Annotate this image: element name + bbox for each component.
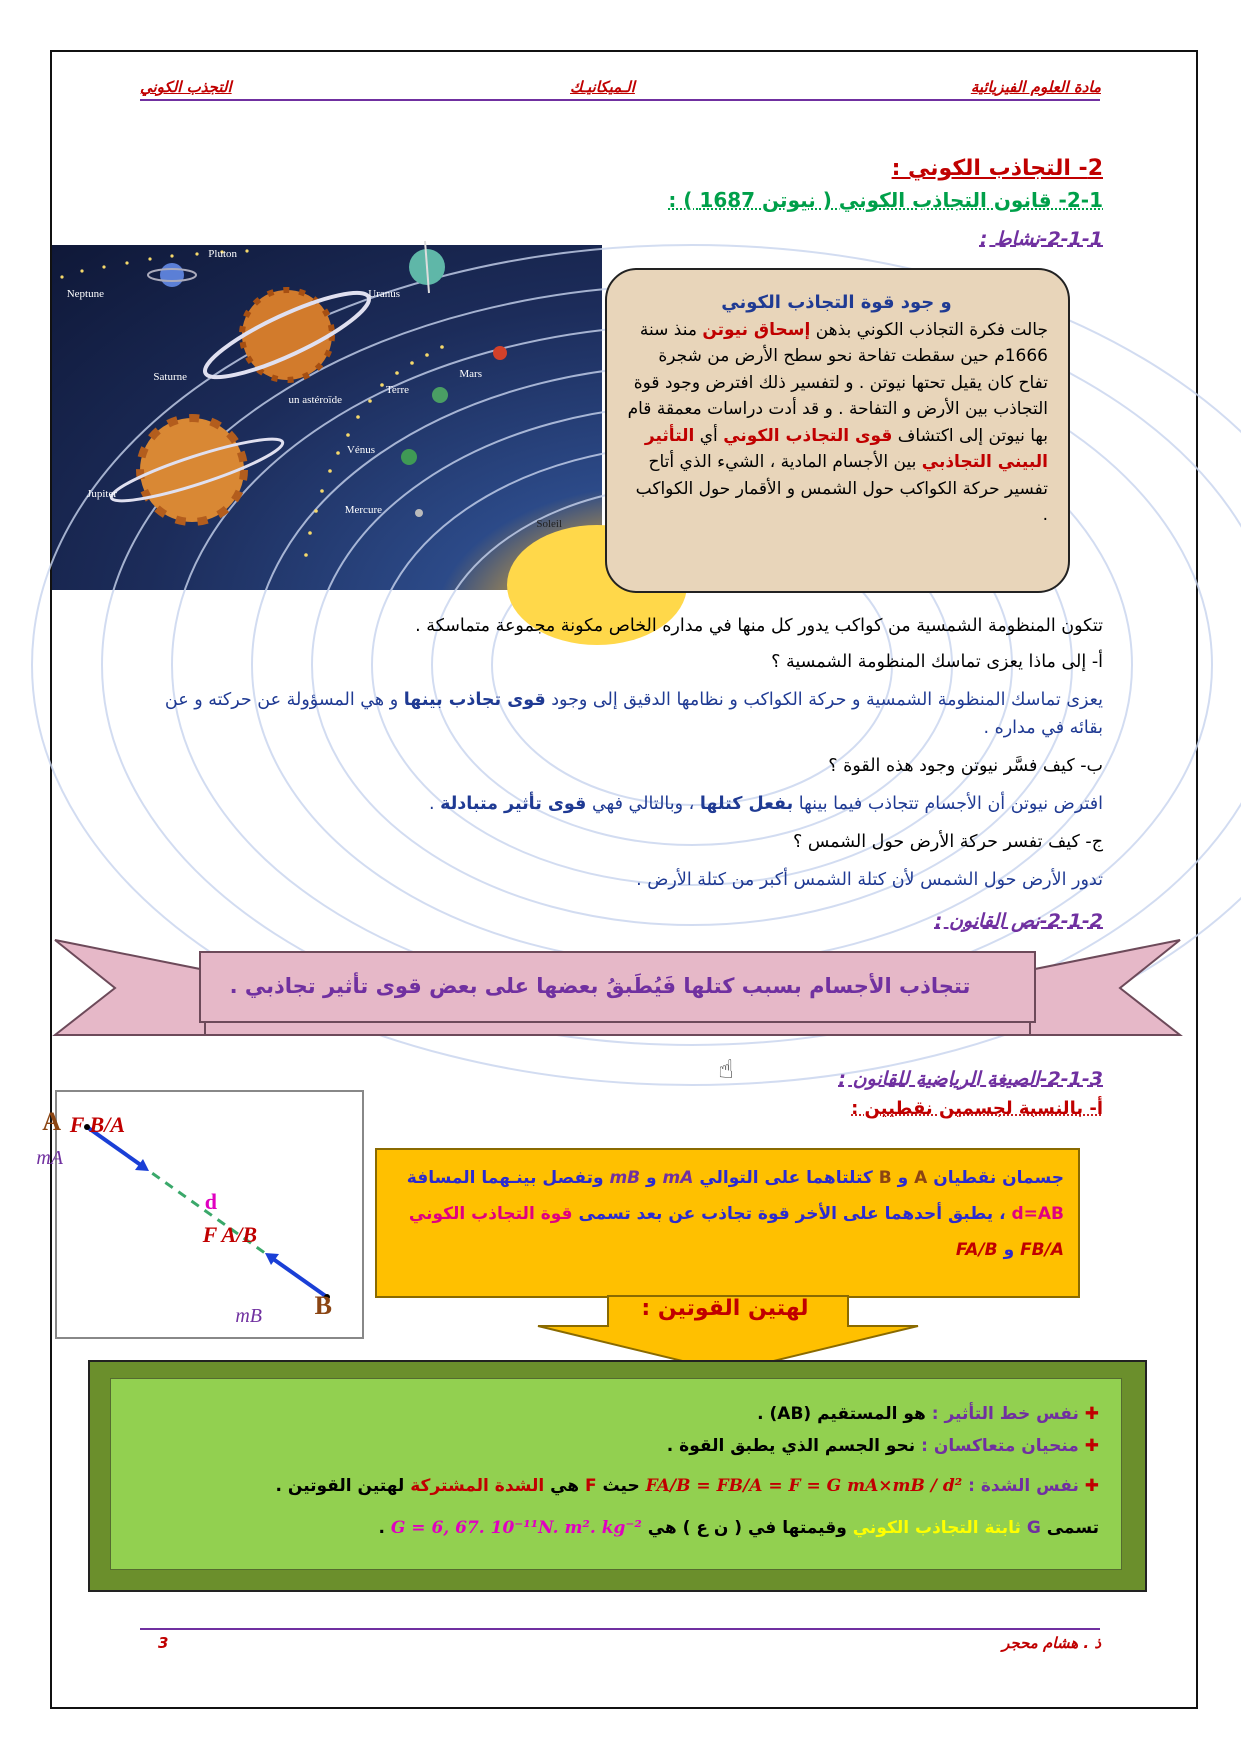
bullet-icon: ✚ — [1084, 1436, 1099, 1456]
def-force-b-on-a: FB/A — [1020, 1240, 1064, 1260]
footer-page-number: 3 — [158, 1634, 169, 1652]
footer-divider — [140, 1628, 1100, 1630]
def-a: A — [914, 1168, 928, 1188]
g-mid: وقيمتها في ( ن ع ) هي — [647, 1518, 847, 1538]
activity-mutual: التأثير البيني التجاذبي — [644, 425, 1048, 472]
def-and-3: و — [1003, 1240, 1015, 1260]
forces-diagram — [36, 1090, 364, 1339]
property-magnitude — [125, 1465, 1099, 1507]
property-f: F — [585, 1476, 597, 1496]
header-unit: الـميكانيـك — [570, 78, 635, 96]
property-direction-label: منحيان متعاكسان : — [921, 1436, 1079, 1456]
law-text-title: 2-1-2-نص القانون : — [934, 910, 1103, 932]
answer-c: تدور الأرض حول الشمس لأن كتلة الشمس أكبر من كتلة الأرض . — [636, 870, 1103, 890]
label-terre: Terre — [385, 384, 409, 396]
def-b: B — [878, 1168, 892, 1188]
def-mass-b: mB — [609, 1168, 641, 1188]
bullet-icon: ✚ — [1084, 1404, 1099, 1424]
formula-title: 2-1-3-الصيغة الرياضية للقانون : — [838, 1068, 1103, 1090]
diagram-force-b-on-a: F B/A — [69, 1112, 125, 1137]
activity-title: 2-1-1-نشاط : — [979, 228, 1103, 250]
diagram-point-b: B — [314, 1291, 332, 1320]
def-text-1: جسمان نقطيان — [933, 1168, 1064, 1188]
question-b: ب- كيف فسَّر نيوتن وجود هذه القوة ؟ — [828, 756, 1103, 776]
activity-text-2: منذ سنة 1666م حين سقطت تفاحة نحو سطح الأرض من شجرة تفاح كان يقيل تحتها نيوتن . و لتفسير ذلك افترض وجود قوة التجاذب بين الأرض و التفاحة . و قد أدت دراسات معمقة قام بها نيوتن إلى اكتشاف — [627, 319, 1048, 446]
arrow-caption: لهتين القوتين : — [641, 1296, 809, 1321]
def-and-2: و — [646, 1168, 657, 1188]
answer-b-bold-2: قوى تأثير متبادلة — [440, 794, 587, 814]
question-c: ج- كيف تفسر حركة الأرض حول الشمس ؟ — [792, 832, 1103, 852]
law-statement: تتجاذب الأجسام بسبب كتلها فَيُطَبقُ بعضها على بعض قوى تأثير تجاذبي . — [229, 974, 971, 998]
question-a: أ- إلى ماذا يعزى تماسك المنظومة الشمسية ؟ — [771, 652, 1103, 672]
gravity-formula: FA/B = FB/A = F = G mA×mB / d² — [645, 1476, 963, 1496]
point-masses-title: أ- بالنسبة لجسمين نقطيين : — [851, 1098, 1103, 1119]
definition-box — [375, 1148, 1080, 1298]
header-subject: مادة العلوم الفيزيائية — [970, 78, 1101, 96]
answer-b-end: . — [428, 794, 435, 814]
label-mercure: Mercure — [344, 504, 382, 516]
def-distance: d=AB — [1011, 1204, 1064, 1224]
def-text-4: ، يطبق أحدهما على الأخر قوة تجاذب عن بعد تسمى — [578, 1204, 1006, 1224]
answer-a-end: و هي المسؤولة عن حركته و عن بقائه في مداره . — [164, 690, 1103, 738]
g-value: G = 6, 67. 10⁻¹¹N. m². kg⁻² — [390, 1518, 642, 1538]
activity-text-4: بين الأجسام المادية ، الشيء الذي أتاح تفسير حركة الكواكب حول الشمس و الأقمار حول الكواكب . — [635, 452, 1048, 525]
activity-text-3: أي — [699, 425, 718, 446]
diagram-distance: d — [204, 1189, 217, 1214]
intro-text: تتكون المنظومة الشمسية من كواكب يدور كل منها في مداره الخاص مكونة مجموعة متماسكة . — [415, 616, 1103, 636]
law-title: 2-1- قانون التجاذب الكوني ( نيوتن 1687 ) : — [668, 188, 1103, 212]
section-title: 2- التجاذب الكوني : — [891, 156, 1103, 181]
property-direction — [125, 1425, 1099, 1467]
diagram-force-a-on-b: F A/B — [202, 1222, 257, 1247]
def-named-force: قوة التجاذب الكوني — [408, 1204, 573, 1224]
g-start: تسمى — [1046, 1518, 1099, 1538]
diagram-mass-b: mB — [235, 1305, 262, 1327]
constant-g — [125, 1507, 1099, 1549]
property-line-label: نفس خط التأثير : — [931, 1404, 1079, 1424]
property-is: هي — [550, 1476, 580, 1496]
def-text-3: وتفصل بينـهما المسافة — [406, 1168, 604, 1188]
diagram-point-a: A — [42, 1107, 61, 1136]
label-mars: Mars — [459, 368, 482, 380]
answer-a-bold: قوى تجاذب بينها — [403, 690, 546, 710]
diagram-mass-a: mA — [36, 1147, 63, 1169]
label-jupiter: Jupiter — [87, 488, 117, 500]
activity-forces: قوى التجاذب الكوني — [723, 425, 893, 446]
solar-system-image — [52, 245, 602, 590]
def-force-a-on-b: FA/B — [955, 1240, 998, 1260]
header-divider — [140, 99, 1100, 101]
answer-a-start: يعزى تماسك المنظومة الشمسية و حركة الكواكب و نظامها الدقيق إلى وجود — [551, 690, 1103, 710]
def-text-2: كتلتاهما على التوالي — [699, 1168, 873, 1188]
label-saturne: Saturne — [153, 371, 187, 383]
label-neptune: Neptune — [66, 288, 104, 300]
property-common: الشدة المشتركة — [410, 1476, 545, 1496]
activity-heading: و جود قوة التجاذب الكوني — [721, 292, 952, 313]
property-for-both: لهتين القوتين . — [275, 1476, 405, 1496]
g-symbol: G — [1026, 1518, 1041, 1538]
g-dot: . — [378, 1518, 385, 1538]
label-uranus: Uranus — [368, 288, 400, 300]
footer-author: ذ . هشام محجر — [1002, 1634, 1101, 1652]
property-where: حيث — [602, 1476, 640, 1496]
label-soleil: Soleil — [536, 518, 562, 530]
answer-b-start: افترض نيوتن أن الأجسام تتجاذب فيما بينها — [798, 794, 1103, 814]
def-mass-a: mA — [662, 1168, 694, 1188]
activity-box — [605, 268, 1070, 593]
answer-a — [143, 686, 1103, 742]
property-line-value: هو المستقيم (AB) . — [757, 1404, 926, 1424]
property-direction-value: نحو الجسم الذي يطبق القوة . — [666, 1436, 916, 1456]
activity-newton: إسحاق نيوتن — [702, 319, 811, 340]
activity-text-1: جالت فكرة التجاذب الكوني بذهن — [815, 319, 1048, 340]
label-pluton: Pluton — [208, 248, 237, 260]
bullet-icon: ✚ — [1084, 1476, 1099, 1496]
label-venus: Vénus — [346, 444, 375, 456]
answer-b-mid: ، وبالتالي فهي — [591, 794, 695, 814]
answer-b — [143, 790, 1103, 818]
label-asteroid: un astéroïde — [288, 394, 342, 406]
def-and: و — [897, 1168, 909, 1188]
g-name: ثابتة التجاذب الكوني — [852, 1518, 1021, 1538]
property-magnitude-label: نفس الشدة : — [968, 1476, 1079, 1496]
answer-b-bold-1: بفعل كتلها — [699, 794, 794, 814]
properties-box — [110, 1378, 1122, 1570]
hand-pointer-icon: ☝ — [718, 1055, 734, 1085]
header-topic: التجذب الكوني — [140, 78, 232, 96]
